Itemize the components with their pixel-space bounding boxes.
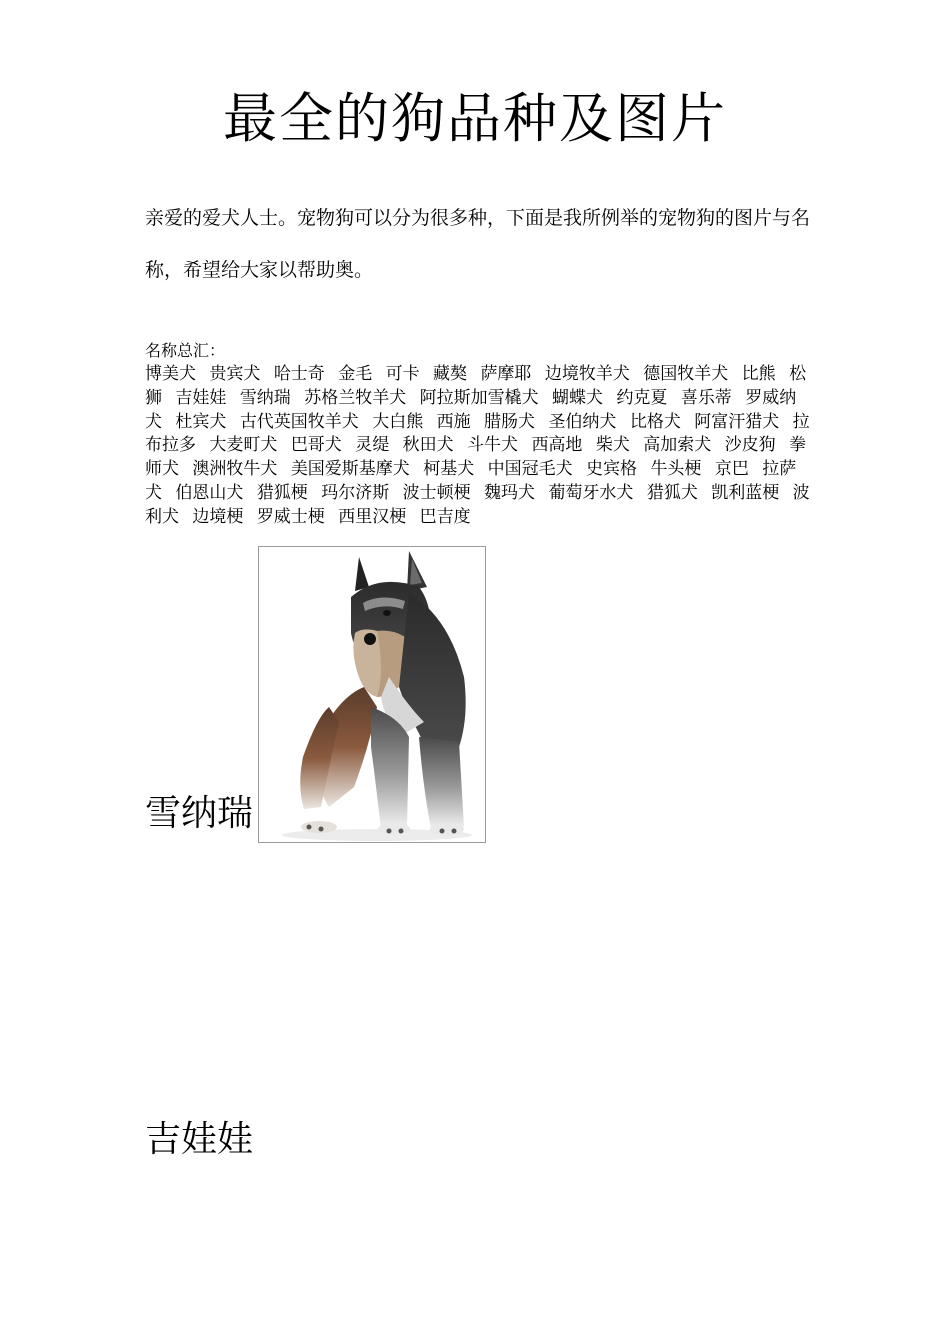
section-heading-chihuahua: 吉娃娃 bbox=[145, 1119, 254, 1160]
breed-item: 哈士奇 bbox=[273, 364, 325, 384]
breed-item: 古代英国牧羊犬 bbox=[239, 411, 359, 432]
breed-item: 蝴蝶犬 bbox=[552, 387, 604, 408]
breed-item: 西里汉梗 bbox=[338, 506, 407, 527]
breed-item: 博美犬 bbox=[145, 364, 196, 384]
breed-item: 沙皮狗 bbox=[724, 435, 776, 456]
breed-item: 杜宾犬 bbox=[175, 411, 227, 432]
breed-item: 金毛 bbox=[338, 364, 373, 384]
breed-item: 边境梗 bbox=[192, 506, 244, 527]
breed-item: 牛头梗 bbox=[650, 459, 702, 480]
breed-item: 西施 bbox=[436, 411, 471, 432]
breed-item: 澳洲牧牛犬 bbox=[192, 459, 278, 480]
breed-item: 可卡 bbox=[385, 364, 420, 384]
breed-item: 波利犬 bbox=[145, 482, 810, 527]
breed-item: 灵缇 bbox=[355, 435, 390, 456]
breed-item: 比熊 bbox=[741, 364, 776, 384]
breed-item: 玛尔济斯 bbox=[321, 482, 390, 503]
breed-item: 中国冠毛犬 bbox=[487, 459, 573, 480]
breed-item: 萨摩耶 bbox=[480, 364, 532, 384]
summary-label: 名称总汇： bbox=[145, 341, 226, 360]
section-heading-schnauzer: 雪纳瑞 bbox=[145, 793, 254, 834]
breed-item: 京巴 bbox=[714, 459, 749, 480]
page-title: 最全的狗品种及图片 bbox=[223, 87, 727, 150]
breed-item: 葡萄牙水犬 bbox=[548, 482, 634, 503]
breed-item: 伯恩山犬 bbox=[175, 482, 244, 503]
breed-item: 罗威纳犬 bbox=[145, 387, 797, 432]
breed-item: 喜乐蒂 bbox=[680, 387, 732, 408]
breed-item: 柴犬 bbox=[595, 435, 630, 456]
breed-item: 苏格兰牧羊犬 bbox=[304, 387, 407, 408]
breed-list bbox=[145, 363, 810, 530]
breed-item: 波士顿梗 bbox=[402, 482, 471, 503]
breed-item: 美国爱斯基摩犬 bbox=[290, 459, 410, 480]
breed-item: 猎狐犬 bbox=[646, 482, 698, 503]
breed-item: 斗牛犬 bbox=[467, 435, 519, 456]
breed-item: 边境牧羊犬 bbox=[544, 364, 630, 384]
breed-item: 秋田犬 bbox=[402, 435, 454, 456]
breed-item: 拉布拉多 bbox=[145, 411, 810, 456]
breed-item: 圣伯纳犬 bbox=[548, 411, 617, 432]
breed-item: 拉萨犬 bbox=[145, 459, 797, 503]
breed-item: 魏玛犬 bbox=[484, 482, 536, 503]
breed-item: 大白熊 bbox=[372, 411, 424, 432]
breed-item: 凯利蓝梗 bbox=[711, 482, 780, 503]
breed-item: 西高地 bbox=[531, 435, 583, 456]
schnauzer-photo bbox=[258, 546, 486, 843]
breed-item: 高加索犬 bbox=[643, 435, 712, 456]
schnauzer-dog-icon bbox=[259, 547, 485, 842]
breed-item: 贵宾犬 bbox=[209, 364, 261, 384]
intro-paragraph: 亲爱的爱犬人士。宠物狗可以分为很多种，下面是我所例举的宠物狗的图片与名称，希望给大家以帮助奥。 bbox=[145, 207, 811, 281]
breed-item: 拳师犬 bbox=[145, 435, 807, 480]
breed-item: 阿富汗猎犬 bbox=[694, 411, 780, 432]
breed-item: 猎狐梗 bbox=[256, 482, 308, 503]
breed-item: 约克夏 bbox=[616, 387, 668, 408]
breed-item: 柯基犬 bbox=[423, 459, 475, 480]
breed-item: 史宾格 bbox=[586, 459, 638, 480]
breed-item: 罗威士梗 bbox=[256, 506, 325, 527]
breed-item: 吉娃娃 bbox=[175, 387, 227, 408]
breed-item: 松狮 bbox=[145, 364, 807, 408]
breed-item: 腊肠犬 bbox=[484, 411, 536, 432]
breed-item: 阿拉斯加雪橇犬 bbox=[419, 387, 539, 408]
breed-item: 雪纳瑞 bbox=[239, 387, 291, 408]
breed-item: 大麦町犬 bbox=[209, 435, 278, 456]
breed-item: 藏獒 bbox=[433, 364, 468, 384]
breed-item: 比格犬 bbox=[629, 411, 681, 432]
breed-item: 巴哥犬 bbox=[290, 435, 342, 456]
breed-item: 德国牧羊犬 bbox=[643, 364, 729, 384]
breed-item: 巴吉度 bbox=[419, 506, 471, 527]
